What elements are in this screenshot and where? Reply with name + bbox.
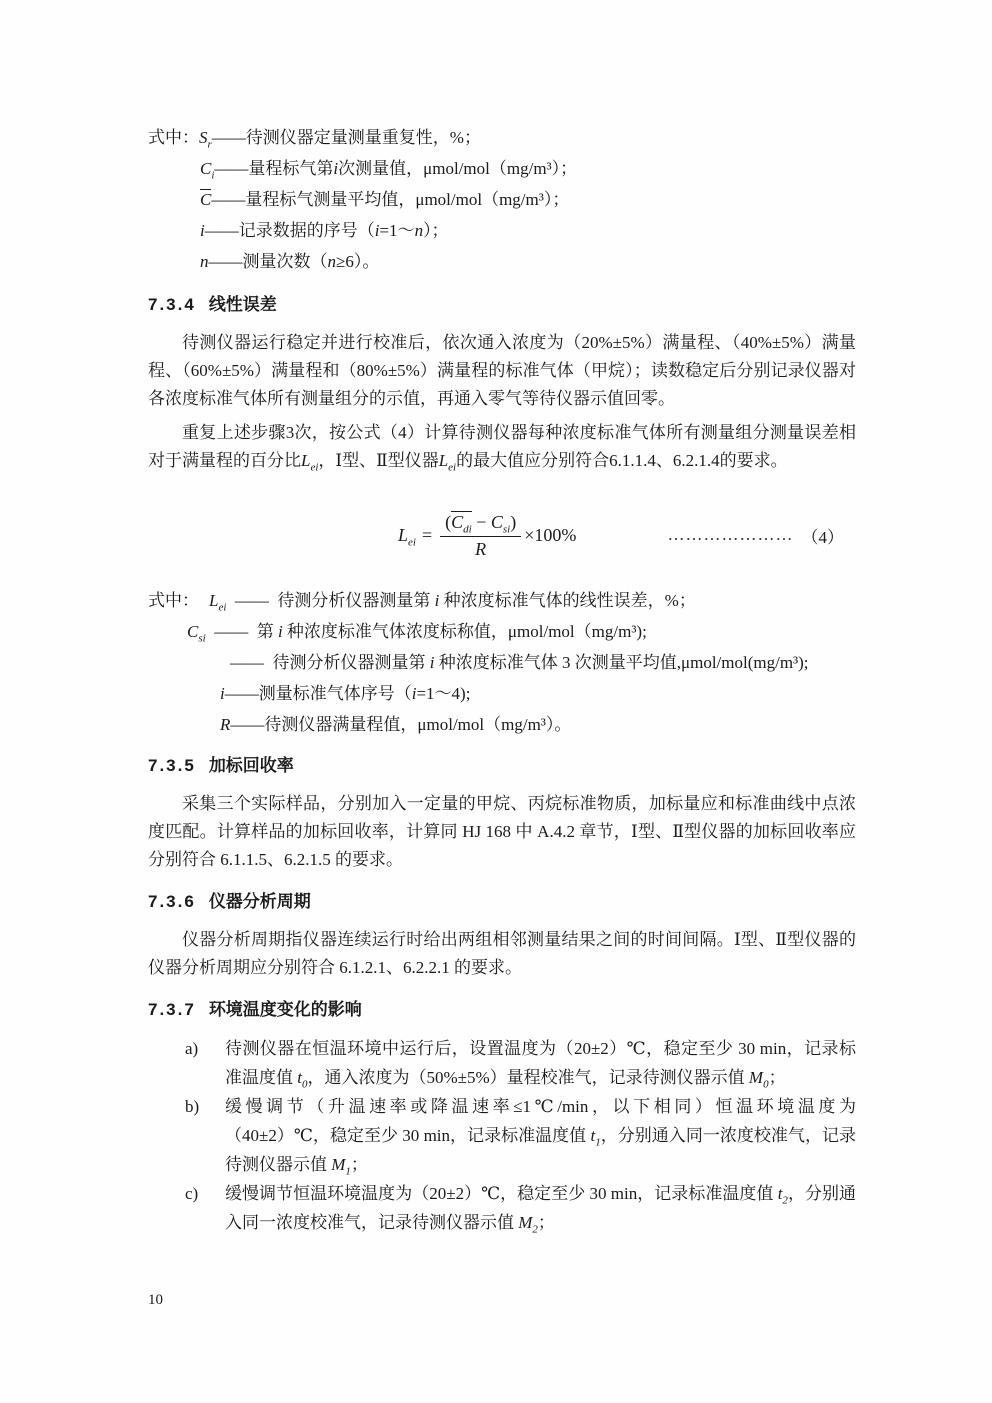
section-number: 7.3.4 xyxy=(148,295,196,314)
list-label: b) xyxy=(185,1097,200,1116)
where-label: 式中： xyxy=(148,128,199,147)
page-content xyxy=(148,122,856,1237)
formula-number-leader xyxy=(668,523,857,548)
formula-lhs: $L_{ei}$ xyxy=(398,524,416,549)
list-item-c xyxy=(185,1179,856,1237)
formula-number: （4） xyxy=(801,527,844,547)
paragraph: 仪器分析周期指仪器连续运行时给出两组相邻测量结果之间的时间间隔。Ⅰ型、Ⅱ型仪器的仪器分析周期应分别符合 6.1.2.1、6.2.2.1 的要求。 xyxy=(148,930,856,977)
list-text: 缓慢调节恒温环境温度为（20±2）℃，稳定至少 30 min，记录标准温度值 $t_2$，分别通入同一浓度校准气，记录待测仪器示值 $M_2$； xyxy=(225,1184,857,1236)
paragraph: 待测仪器运行稳定并进行校准后，依次通入浓度为（20%±5%）满量程、（40%±5%）满量程、（60%±5%）满量程和（80%±5%）满量程的标准气体（甲烷）；读数稳定后分别记录仪器对各浓度标准气体所有测量组分的示值，再通入零气等待仪器示值回零。 xyxy=(148,333,856,408)
definition-item: —— 待测分析仪器测量第 i 种浓度标准气体 3 次测量平均值,μmol/mol(mg/m³); xyxy=(230,653,809,672)
definition-item: $C_{si}$ —— 第 i 种浓度标准气体浓度标称值，μmol/mol（mg/m³); xyxy=(187,622,647,645)
procedure-list xyxy=(148,1034,856,1237)
definition-item: i——记录数据的序号（i=1～n）； xyxy=(200,221,449,240)
dot-leaders: ………………… xyxy=(667,525,794,544)
section-title: 环境温度变化的影响 xyxy=(208,1000,362,1019)
section-heading-7-3-4 xyxy=(148,293,856,317)
overline-c-di: $C_{di}$ xyxy=(451,511,472,536)
equals-sign: = xyxy=(421,524,433,545)
formula-4-row xyxy=(148,499,856,571)
paragraph: 重复上述步骤3次，按公式（4）计算待测仪器每种浓度标准气体所有测量组分测量误差相对于满量程的百分比$L_{ei}$，Ⅰ型、Ⅱ型仪器$L_{ei}$的最大值应分别符合6.1.1.4、6.2.1.4的要求。 xyxy=(148,423,856,474)
list-text: 待测仪器在恒温环境中运行后，设置温度为（20±2）℃，稳定至少 30 min，记录标准温度值 $t_0$，通入浓度为（50%±5%）量程校准气，记录待测仪器示值 $M_0$； xyxy=(225,1039,856,1091)
times-100-percent: ×100% xyxy=(524,524,577,545)
definition-item: R——待测仪器满量程值，μmol/mol（mg/m³）。 xyxy=(220,715,572,734)
list-label: a) xyxy=(185,1039,199,1058)
definition-item: $S_r——$待测仪器定量测量重复性，%； xyxy=(199,128,481,151)
definition-item: $C_i——$量程标气第i次测量值，μmol/mol（mg/m³）； xyxy=(200,159,578,182)
definition-item: n——测量次数（n≥6）。 xyxy=(200,252,380,271)
paragraph: 采集三个实际样品，分别加入一定量的甲烷、丙烷标准物质，加标量应和标准曲线中点浓度匹配。计算样品的加标回收率，计算同 HJ 168 中 A.4.2 章节，Ⅰ型、Ⅱ型仪器的加标回收率应分别符合 6.1.1.5、6.2.1.5 的要求。 xyxy=(148,794,856,869)
list-item-a xyxy=(185,1034,856,1092)
fraction xyxy=(440,511,521,560)
denominator: R xyxy=(475,538,487,559)
list-item-b xyxy=(185,1092,856,1179)
section-heading-7-3-7 xyxy=(148,998,856,1022)
definition-item: i——测量标准气体序号（i=1～4); xyxy=(220,684,471,703)
section-heading-7-3-6 xyxy=(148,890,856,914)
definition-row xyxy=(148,122,856,153)
section-number: 7.3.6 xyxy=(148,892,196,911)
definition-item: $L_{ei}$ —— 待测分析仪器测量第 i 种浓度标准气体的线性误差，%； xyxy=(209,591,696,614)
section-title: 线性误差 xyxy=(208,295,277,314)
section-title: 加标回收率 xyxy=(208,756,294,775)
where-label: 式中： xyxy=(148,591,199,610)
formula-4 xyxy=(398,511,576,560)
formula4-definitions xyxy=(148,585,856,740)
list-text: 缓慢调节（升温速率或降温速率≤1℃/min，以下相同）恒温环境温度为（40±2）℃，稳定至少 30 min，记录标准温度值 $t_1$，分别通入同一浓度校准气，记录待测仪器示值 $M_1$； xyxy=(225,1097,857,1178)
section-number: 7.3.5 xyxy=(148,756,196,775)
definition-item: C——量程标气测量平均值，μmol/mol（mg/m³）； xyxy=(200,190,570,209)
definition-row xyxy=(148,585,856,616)
list-label: c) xyxy=(185,1184,199,1203)
section-title: 仪器分析周期 xyxy=(208,892,311,911)
section-heading-7-3-5 xyxy=(148,754,856,778)
page-number: 10 xyxy=(148,1292,163,1308)
section-number: 7.3.7 xyxy=(148,1000,196,1019)
formula3-definitions xyxy=(148,122,856,277)
numerator: $(C_{di} - C_{si})$ xyxy=(440,511,521,537)
